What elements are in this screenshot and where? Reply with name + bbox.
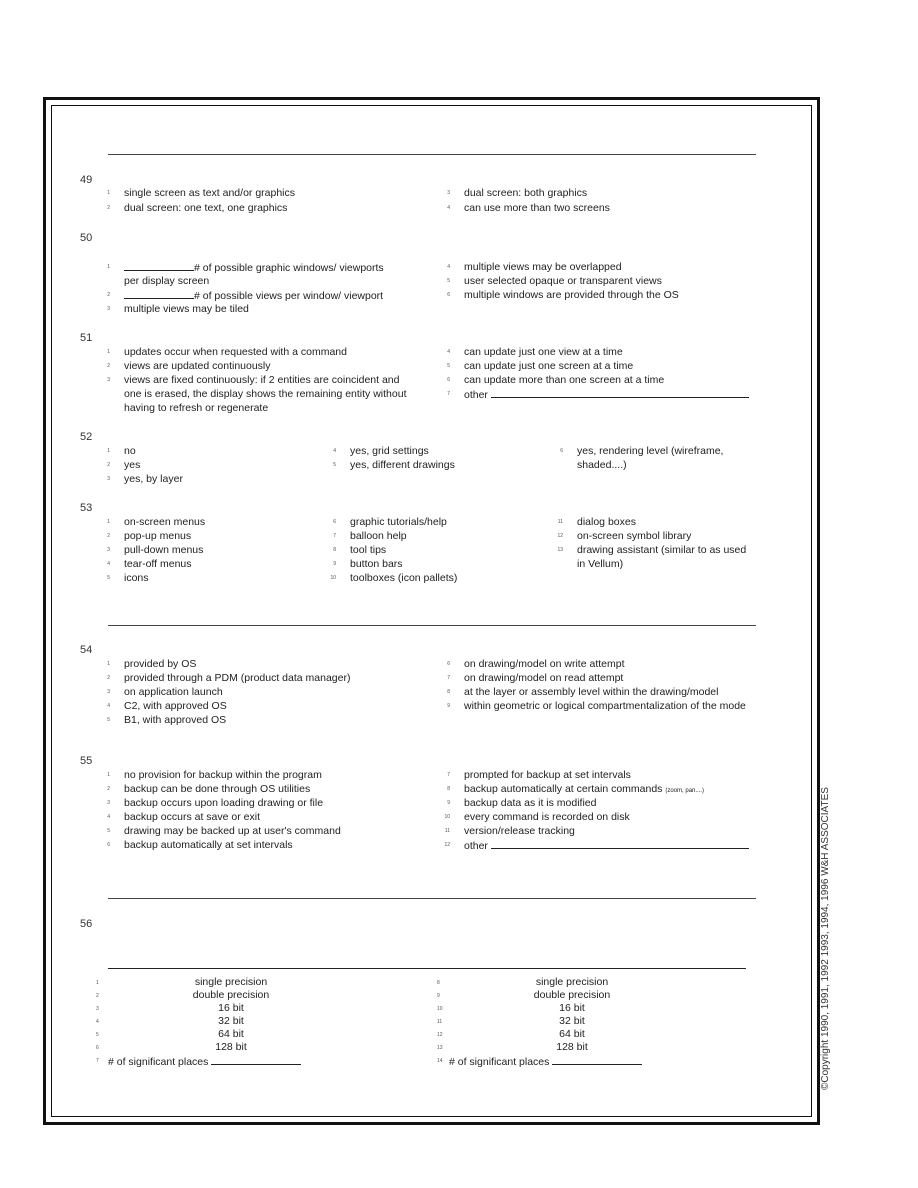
option[interactable]: 4 tear-off menus [107, 558, 192, 570]
option-marker[interactable]: 2 [96, 993, 99, 999]
question-number: 49 [80, 174, 93, 186]
option-marker[interactable]: 3 [96, 1006, 99, 1012]
option[interactable]: 1 updates occur when requested with a command [107, 346, 347, 358]
option[interactable]: 1 on-screen menus [107, 516, 206, 528]
option[interactable]: 6 yes, rendering level (wireframe, shaded....) [560, 445, 724, 471]
option-marker[interactable]: 5 [96, 1032, 99, 1038]
option[interactable]: 11 dialog boxes [557, 516, 636, 528]
option-marker[interactable]: 9 [437, 993, 440, 999]
option[interactable]: 7 balloon help [333, 530, 407, 542]
precision-option[interactable]: 64 bit [559, 1028, 585, 1040]
option[interactable]: 5 can update just one screen at a time [447, 360, 634, 372]
option[interactable]: 1 no provision for backup within the program [107, 769, 322, 781]
question-number: 54 [80, 644, 93, 656]
option-marker[interactable]: 6 [96, 1045, 99, 1051]
option[interactable]: 2 provided through a PDM (product data manager) [107, 672, 351, 684]
option[interactable]: 9 within geometric or logical compartmentalization of the mode [447, 700, 746, 712]
option[interactable]: 2 yes [107, 459, 141, 471]
option[interactable]: 8 at the layer or assembly level within the drawing/model [447, 686, 719, 698]
option[interactable]: 8 backup automatically at certain commands (zoom, pan....) [447, 783, 705, 795]
precision-option[interactable]: 16 bit [218, 1002, 244, 1014]
option[interactable]: 9 backup data as it is modified [447, 797, 597, 809]
question-number: 51 [80, 332, 93, 344]
question-number: 52 [80, 431, 93, 443]
option[interactable]: 3 on application launch [107, 686, 223, 698]
option[interactable]: 6 can update more than one screen at a time [447, 374, 665, 386]
precision-option[interactable]: 128 bit [215, 1041, 247, 1053]
precision-option[interactable]: double precision [192, 989, 270, 1001]
option-marker[interactable]: 4 [96, 1019, 99, 1025]
question-number: 50 [80, 232, 93, 244]
option-marker[interactable]: 11 [437, 1019, 443, 1025]
option[interactable]: 10 toolboxes (icon pallets) [330, 572, 458, 584]
option[interactable]: 4 backup occurs at save or exit [107, 811, 260, 823]
option[interactable]: 3 yes, by layer [107, 473, 183, 485]
fill-blank[interactable] [211, 1054, 301, 1065]
option-marker[interactable]: 7 [96, 1058, 99, 1064]
question-number: 53 [80, 502, 93, 514]
precision-option[interactable]: double precision [533, 989, 611, 1001]
option[interactable]: 5 icons [107, 572, 149, 584]
option[interactable]: 3 backup occurs upon loading drawing or file [107, 797, 324, 809]
precision-option[interactable]: 16 bit [559, 1002, 585, 1014]
option[interactable]: 2 # of possible views per window/ viewport [107, 290, 384, 302]
option[interactable]: 7 on drawing/model on read attempt [447, 672, 624, 684]
option[interactable]: 12 on-screen symbol library [557, 530, 692, 542]
option[interactable]: 4 can update just one view at a time [447, 346, 623, 358]
fill-blank[interactable] [491, 387, 749, 398]
question-number: 55 [80, 755, 93, 767]
precision-option[interactable]: 32 bit [559, 1015, 585, 1027]
precision-option[interactable]: 64 bit [218, 1028, 244, 1040]
option[interactable]: 4 multiple views may be overlapped [447, 261, 622, 273]
option[interactable]: 2 dual screen: one text, one graphics [107, 202, 288, 214]
divider [108, 625, 756, 626]
option-marker[interactable]: 14 [437, 1058, 443, 1064]
precision-option[interactable]: 128 bit [556, 1041, 588, 1053]
option[interactable]: 5 drawing may be backed up at user's command [107, 825, 341, 837]
option[interactable]: 6 multiple windows are provided through the OS [447, 289, 679, 301]
option[interactable]: 3 dual screen: both graphics [447, 187, 588, 199]
option[interactable]: 2 backup can be done through OS utilities [107, 783, 311, 795]
divider [108, 154, 756, 155]
divider [108, 898, 756, 899]
page-border-inner [51, 105, 812, 1117]
option[interactable]: 13 drawing assistant (similar to as used in Vellum) [557, 544, 747, 570]
option[interactable]: 5 yes, different drawings [333, 459, 455, 471]
option[interactable]: 2 pop-up menus [107, 530, 192, 542]
option[interactable]: 6 graphic tutorials/help [333, 516, 447, 528]
precision-option[interactable]: single precision [535, 976, 609, 988]
option[interactable]: 11 version/release tracking [444, 825, 575, 837]
option-marker[interactable]: 13 [437, 1045, 443, 1051]
option[interactable]: 1 no [107, 445, 136, 457]
option[interactable]: 5 B1, with approved OS [107, 714, 227, 726]
precision-option[interactable]: 32 bit [218, 1015, 244, 1027]
option-continuation: per display screen [124, 275, 210, 287]
option[interactable]: 10 every command is recorded on disk [444, 811, 630, 823]
option[interactable]: 2 views are updated continuously [107, 360, 271, 372]
option[interactable]: 4 yes, grid settings [333, 445, 429, 457]
fill-blank[interactable] [552, 1054, 642, 1065]
option-marker[interactable]: 1 [96, 980, 99, 986]
table-rule [108, 968, 746, 969]
precision-option[interactable]: single precision [194, 976, 268, 988]
option-other[interactable]: 7 other [464, 387, 749, 402]
option-note: (zoom, pan....) [665, 788, 705, 794]
option[interactable]: 3 pull-down menus [107, 544, 204, 556]
option[interactable]: 8 tool tips [333, 544, 387, 556]
option[interactable]: 4 can use more than two screens [447, 202, 610, 214]
option-marker[interactable]: 8 [437, 980, 440, 986]
option-marker[interactable]: 12 [437, 1032, 443, 1038]
option[interactable]: 5 user selected opaque or transparent views [447, 275, 662, 287]
option[interactable]: 3 multiple views may be tiled [107, 303, 249, 315]
option[interactable]: 1 # of possible graphic windows/ viewports [107, 262, 384, 274]
option-other[interactable]: 12 other [464, 838, 749, 853]
copyright-notice: ©Copyright 1990, 1991, 1992 1993, 1994, 1996 W&H ASSOCIATES [820, 787, 831, 1090]
question-number: 56 [80, 918, 93, 930]
option[interactable]: 4 C2, with approved OS [107, 700, 227, 712]
option[interactable]: 3 views are fixed continuously: if 2 entities are coincident and one is erased, the display shows the remaining entity without having to refresh or regenerate [107, 374, 407, 414]
fill-blank[interactable] [491, 838, 749, 849]
option-marker[interactable]: 10 [437, 1006, 443, 1012]
option[interactable]: 7 prompted for backup at set intervals [447, 769, 631, 781]
option[interactable]: 6 backup automatically at set intervals [107, 839, 293, 851]
option[interactable]: 6 on drawing/model on write attempt [447, 658, 625, 670]
significant-places-option[interactable]: # of significant places [108, 1054, 301, 1069]
option[interactable]: 1 provided by OS [107, 658, 197, 670]
option[interactable]: 9 button bars [333, 558, 403, 570]
fill-blank[interactable] [124, 288, 194, 299]
significant-places-option[interactable]: # of significant places [449, 1054, 642, 1069]
option[interactable]: 1 single screen as text and/or graphics [107, 187, 296, 199]
fill-blank[interactable] [124, 260, 194, 271]
